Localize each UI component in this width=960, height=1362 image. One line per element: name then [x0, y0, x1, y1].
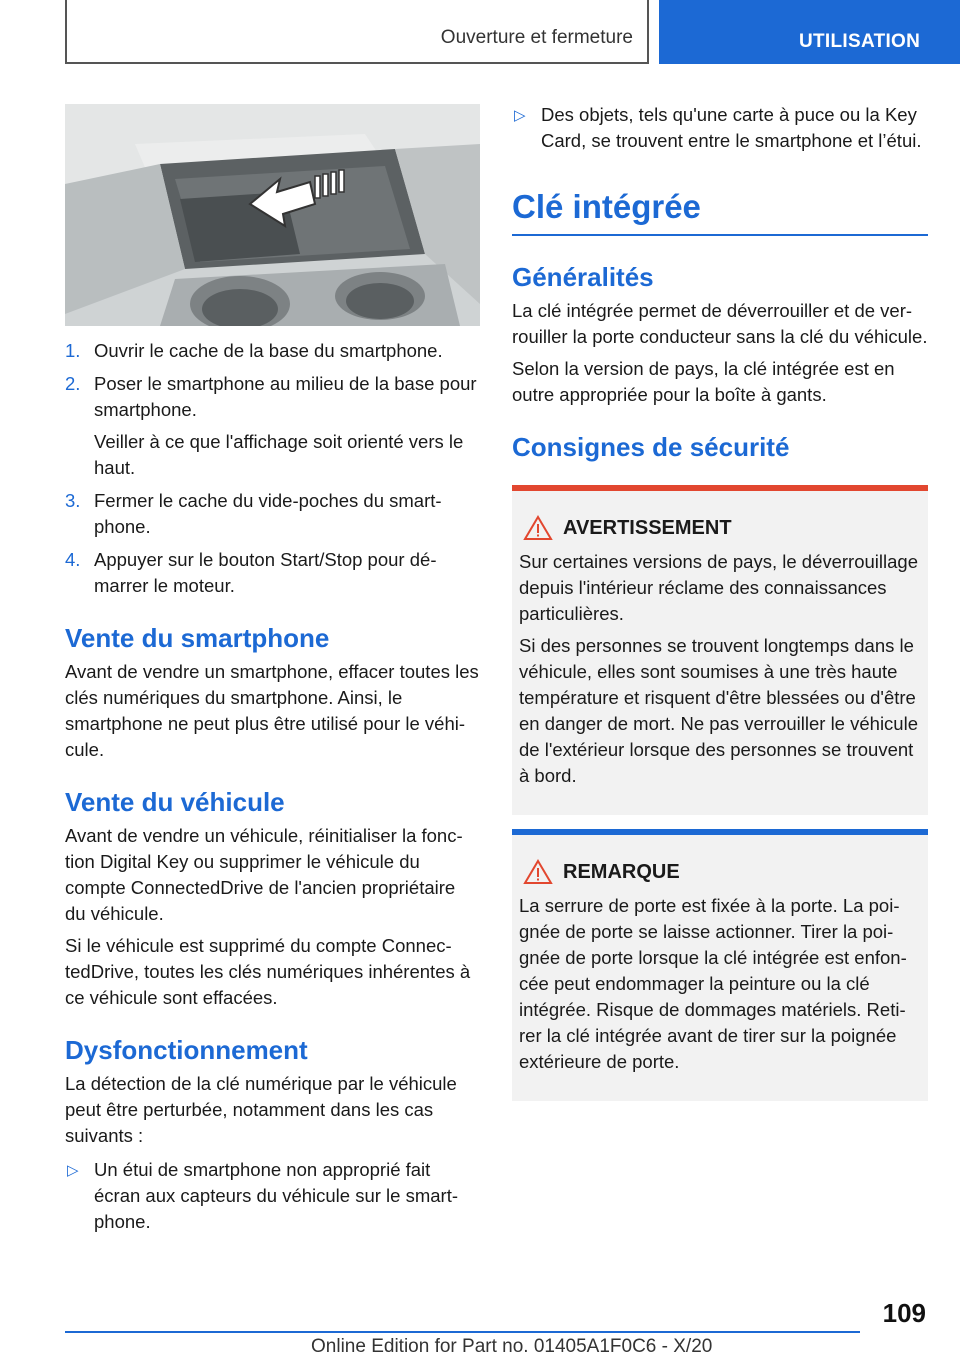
list-item-text: Des objets, tels qu'une carte à puce ou la Key Card, se trouvent entre le smartphone et l’étui. — [541, 104, 922, 151]
step-item — [65, 338, 480, 364]
footer-divider — [65, 1331, 860, 1333]
warning-title: AVERTISSEMENT — [563, 516, 732, 539]
page-number: 109 — [882, 1298, 926, 1328]
paragraph-dysfonctionnement: La détection de la clé numérique par le véhicule peut être perturbée, notamment dans les cas suivants : — [65, 1073, 457, 1146]
step-text: Poser le smartphone au milieu de la base pour smartphone. — [94, 373, 477, 420]
step-item — [65, 371, 480, 481]
note-paragraph: La serrure de porte est fixée à la porte. La poignée de porte se laisse actionner. Tirer la poignée de porte lorsque la clé intégrée est enfoncée peut endommager la peinture ou la clé intégrée. Risque de dommages matériels. Retirer la clé intégrée avant de tirer sur la poignée extérieure de porte. — [519, 895, 907, 1072]
warning-title-row — [519, 515, 921, 541]
note-title: REMARQUE — [563, 860, 680, 883]
warning-triangle-icon — [523, 859, 553, 885]
heading-vente-smartphone: Vente du smartphone — [65, 623, 330, 653]
warning-paragraph-1: Sur certaines versions de pays, le déverrouillage depuis l'intérieur réclame des connaissances particulières. — [519, 551, 918, 624]
heading-consignes: Consignes de sécurité — [512, 432, 790, 462]
step-item — [65, 547, 480, 599]
instruction-steps — [65, 338, 480, 599]
paragraph-vente-smartphone: Avant de vendre un smartphone, effacer toutes les clés numériques du smartphone. Ainsi, le smartphone ne peut plus être utilisé pour le véhicule. — [65, 661, 479, 760]
paragraph-generalites-1: La clé intégrée permet de déverrouiller et de verrouiller la porte conducteur sans la clé du véhicule. — [512, 300, 928, 347]
triangle-right-icon: ▷ — [514, 107, 526, 124]
header-section-box — [65, 0, 649, 64]
left-column — [65, 104, 480, 1235]
step-text: Ouvrir le cache de la base du smartphone. — [94, 340, 443, 361]
note-title-row — [519, 859, 921, 885]
step-number: 2. — [65, 373, 81, 394]
list-item-text: Un étui de smartphone non approprié fait écran aux capteurs du véhicule sur le smartphone. — [94, 1159, 459, 1232]
malfunction-list-continued — [512, 102, 928, 154]
heading-cle-integree: Clé intégrée — [512, 188, 928, 236]
paragraph-vente-vehicule-1: Avant de vendre un véhicule, réinitialiser la fonction Digital Key ou supprimer le véhicule du compte ConnectedDrive de l'ancien propriétaire du véhicule. — [65, 825, 463, 924]
footer-edition: Online Edition for Part no. 01405A1F0C6 - X/20 — [311, 1336, 713, 1357]
smartphone-tray-illustration — [65, 104, 480, 326]
paragraph-generalites-2: Selon la version de pays, la clé intégrée est en outre appropriée pour la boîte à gants. — [512, 358, 895, 405]
right-column — [512, 102, 928, 1101]
step-number: 1. — [65, 340, 81, 361]
malfunction-list — [65, 1157, 480, 1235]
heading-dysfonctionnement: Dysfonctionnement — [65, 1035, 308, 1065]
smartphone-tray-drawing — [65, 104, 480, 326]
note-callout — [512, 829, 928, 1101]
step-text: Appuyer sur le bouton Start/Stop pour démarrer le moteur. — [94, 549, 437, 596]
step-number: 4. — [65, 549, 81, 570]
heading-vente-vehicule: Vente du véhicule — [65, 787, 285, 817]
step-note: Veiller à ce que l'affichage soit orienté vers le haut. — [94, 431, 464, 478]
step-text: Fermer le cache du vide-poches du smartphone. — [94, 490, 442, 537]
paragraph-vente-vehicule-2: Si le véhicule est supprimé du compte ConnectedDrive, toutes les clés numériques inhérentes à ce véhicule sont effacées. — [65, 935, 471, 1008]
warning-callout — [512, 485, 928, 815]
list-item — [65, 1157, 480, 1235]
warning-paragraph-2: Si des personnes se trouvent longtemps dans le véhicule, elles sont soumises à une très haute température et risquent d'être blessées ou d'être en danger de mort. Ne pas verrouiller le véhicule de l'extérieur lorsque des personnes se trouvent à bord. — [519, 635, 918, 786]
heading-generalites: Généralités — [512, 262, 654, 292]
step-item — [65, 488, 480, 540]
warning-triangle-icon — [523, 515, 553, 541]
list-item — [512, 102, 928, 154]
header-chapter-tab — [659, 0, 960, 64]
step-number: 3. — [65, 490, 81, 511]
header-chapter-title: UTILISATION — [799, 31, 921, 52]
triangle-right-icon: ▷ — [67, 1162, 79, 1179]
header-section-title: Ouverture et fermeture — [440, 27, 633, 48]
